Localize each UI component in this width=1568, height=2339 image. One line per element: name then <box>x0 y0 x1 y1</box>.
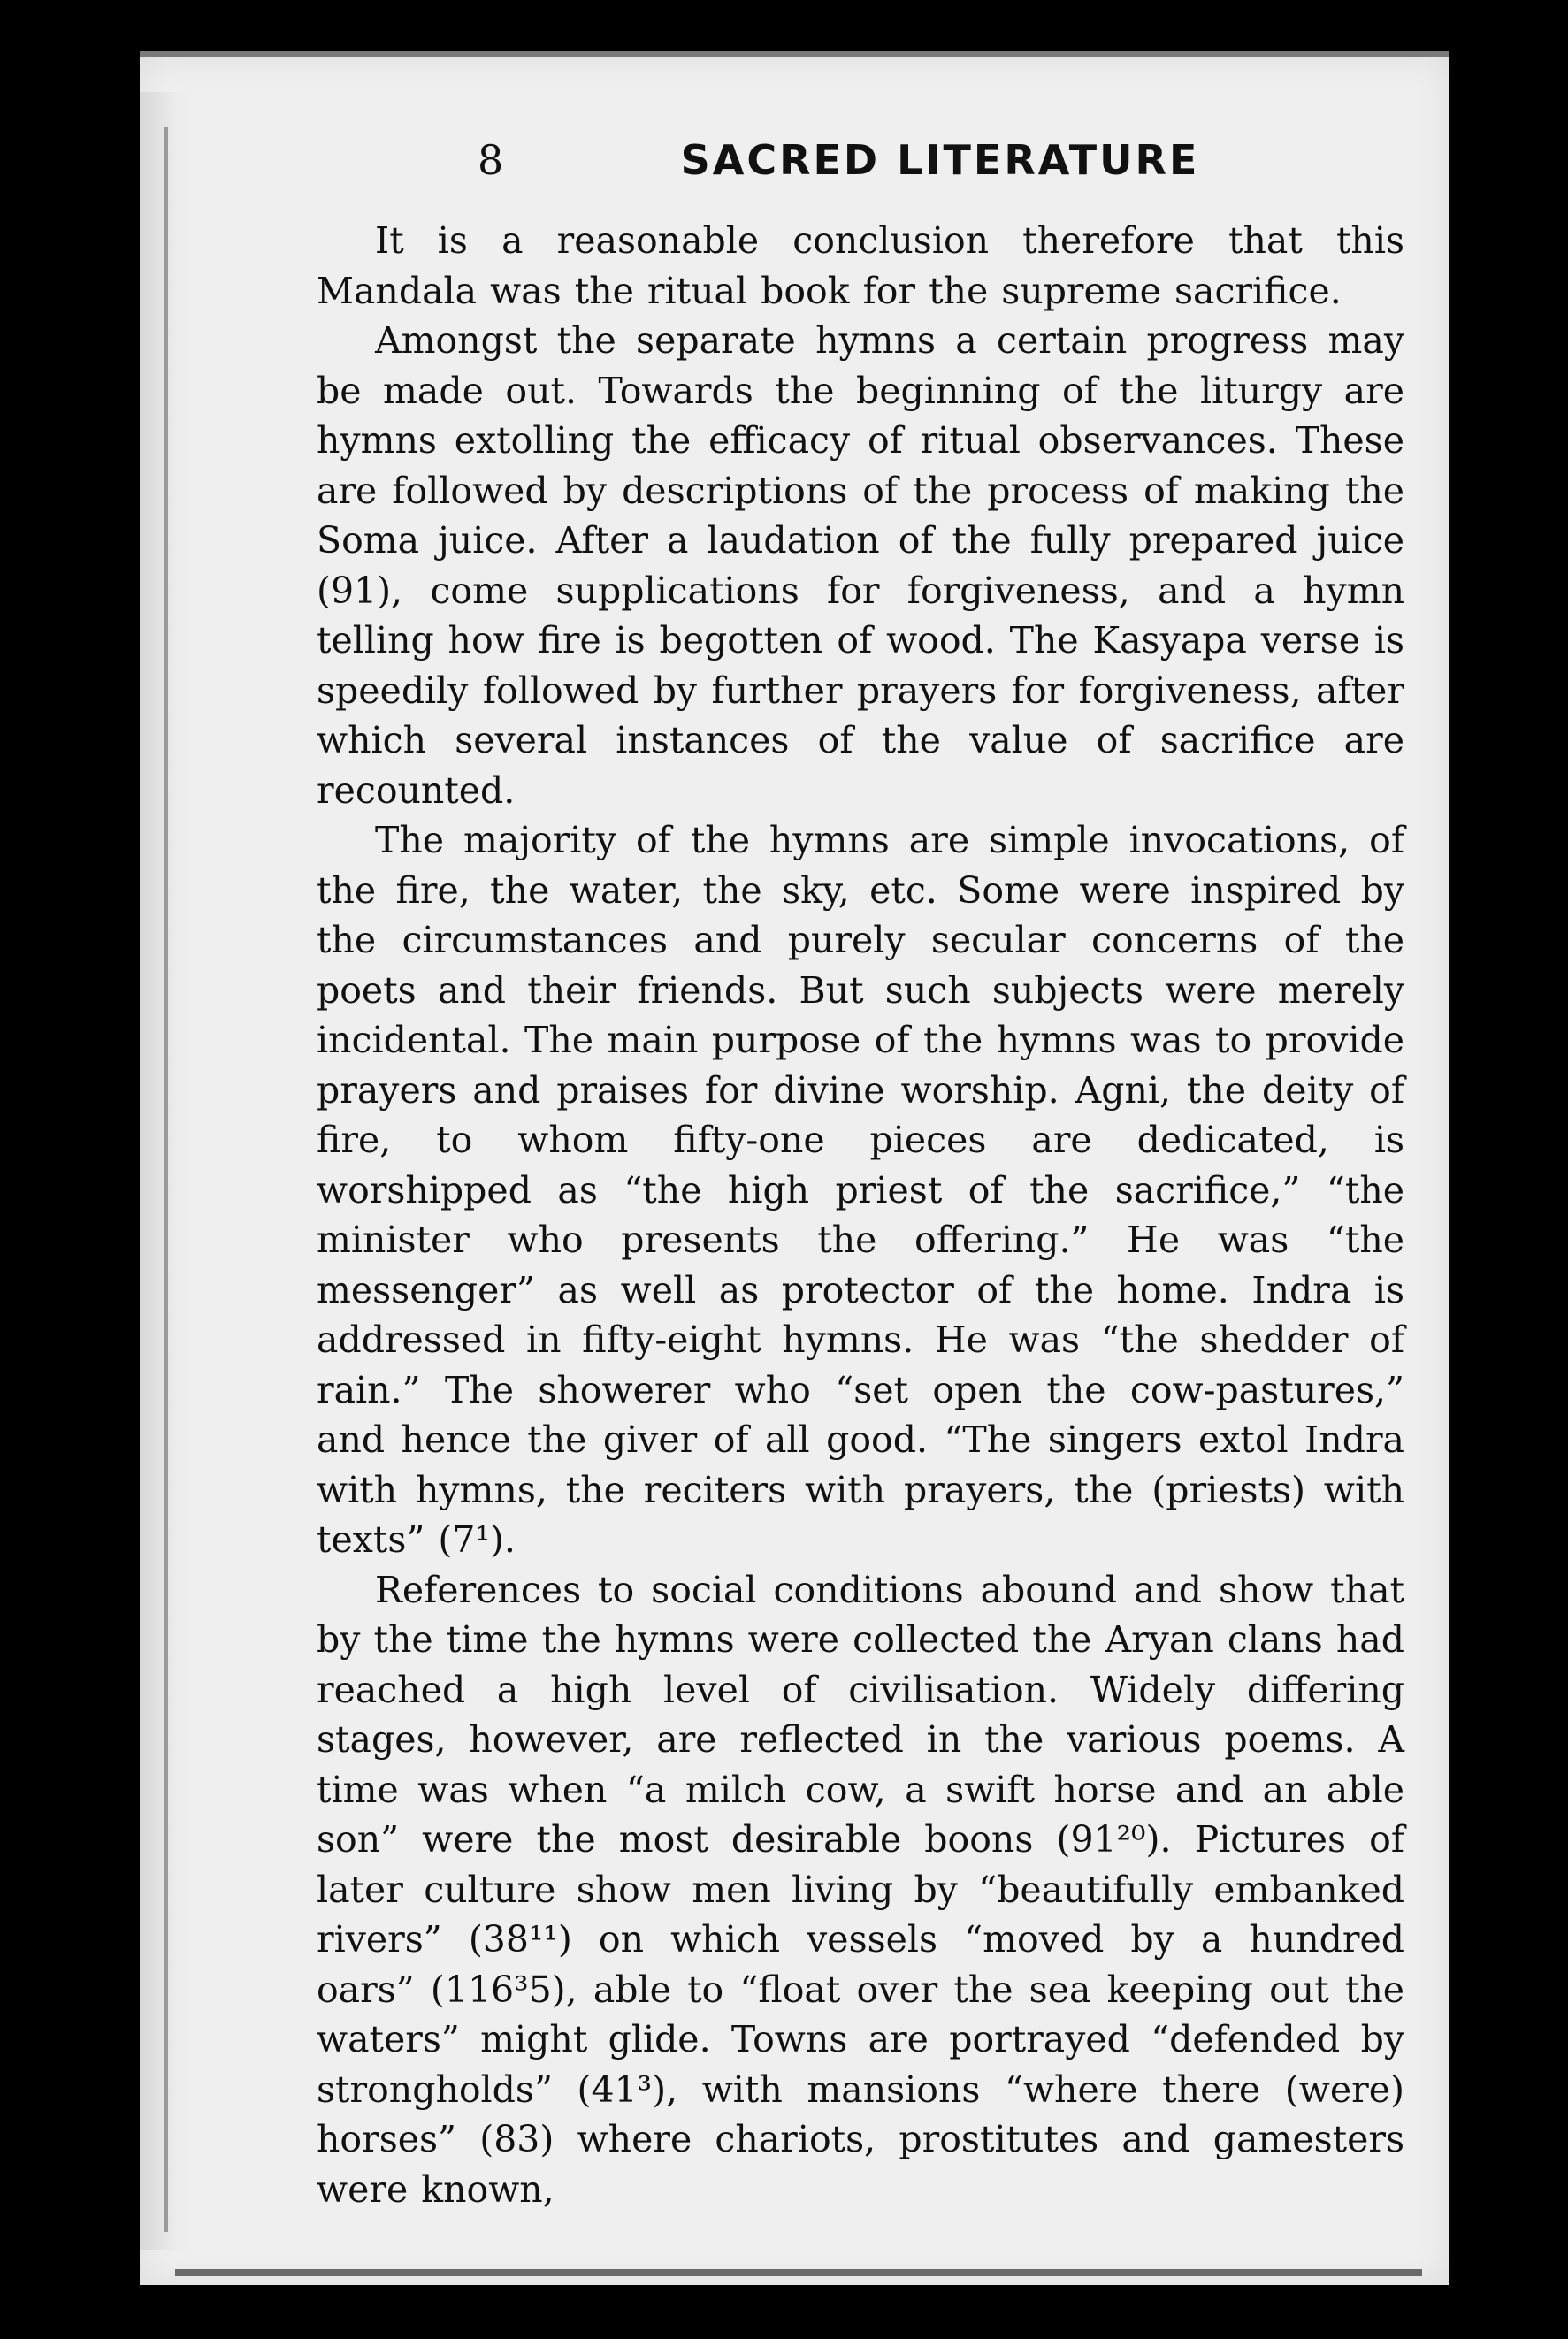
paragraph: It is a reasonable conclusion therefore that this Mandala was the ritual book for the supreme sacrifice. <box>317 219 1404 312</box>
page-edge-line <box>164 127 168 2232</box>
page-bottom-edge <box>175 2269 1422 2276</box>
text-block <box>317 136 1404 2214</box>
paragraph: References to social conditions abound and show that by the time the hymns were collected the Aryan clans had reached a high level of civilisation. Widely differing stages, however, are reflected in the various poems. A time was when “a milch cow, a swift horse and an able son” were the most desirable boons (91²⁰). Pictures of later culture show men living by “beautifully embanked rivers” (38¹¹) on which vessels “moved by a hundred oars” (116³5), able to “float over the sea keeping out the waters” might glide. Towns are portrayed “defended by strongholds” (41³), with mansions “where there (were) horses” (83) where chariots, prostitutes and gamesters were known, <box>317 1568 1404 2211</box>
paragraph: Amongst the separate hymns a certain progress may be made out. Towards the beginning of the liturgy are hymns extolling the efficacy of ritual observances. These are followed by descriptions of the process of making the Soma juice. After a laudation of the fully prepared juice (91), come supplications for forgiveness, and a hymn telling how fire is begotten of wood. The Kasyapa verse is speedily followed by further prayers for forgiveness, after which several instances of the value of sacrifice are recounted. <box>317 319 1404 812</box>
body-text <box>317 216 1404 2214</box>
page-number: 8 <box>478 136 504 184</box>
paragraph: The majority of the hymns are simple invocations, of the fire, the water, the sky, etc. Some were inspired by the circumstances and purely secular concerns of the poets and their friends. But such subjects were merely incidental. The main purpose of the hymns was to provide prayers and praises for divine worship. Agni, the deity of fire, to whom fifty-one pieces are dedicated, is worshipped as “the high priest of the sacrifice,” “the minister who presents the offering.” He was “the messenger” as well as protector of the home. Indra is addressed in fifty-eight hymns. He was “the shedder of rain.” The showerer who “set open the cow-pastures,” and hence the giver of all good. “The singers extol Indra with hymns, the reciters with prayers, the (priests) with texts” (7¹). <box>317 819 1404 1561</box>
running-head <box>317 136 1404 216</box>
book-page <box>140 51 1449 2285</box>
running-title: SACRED LITERATURE <box>680 136 1200 184</box>
